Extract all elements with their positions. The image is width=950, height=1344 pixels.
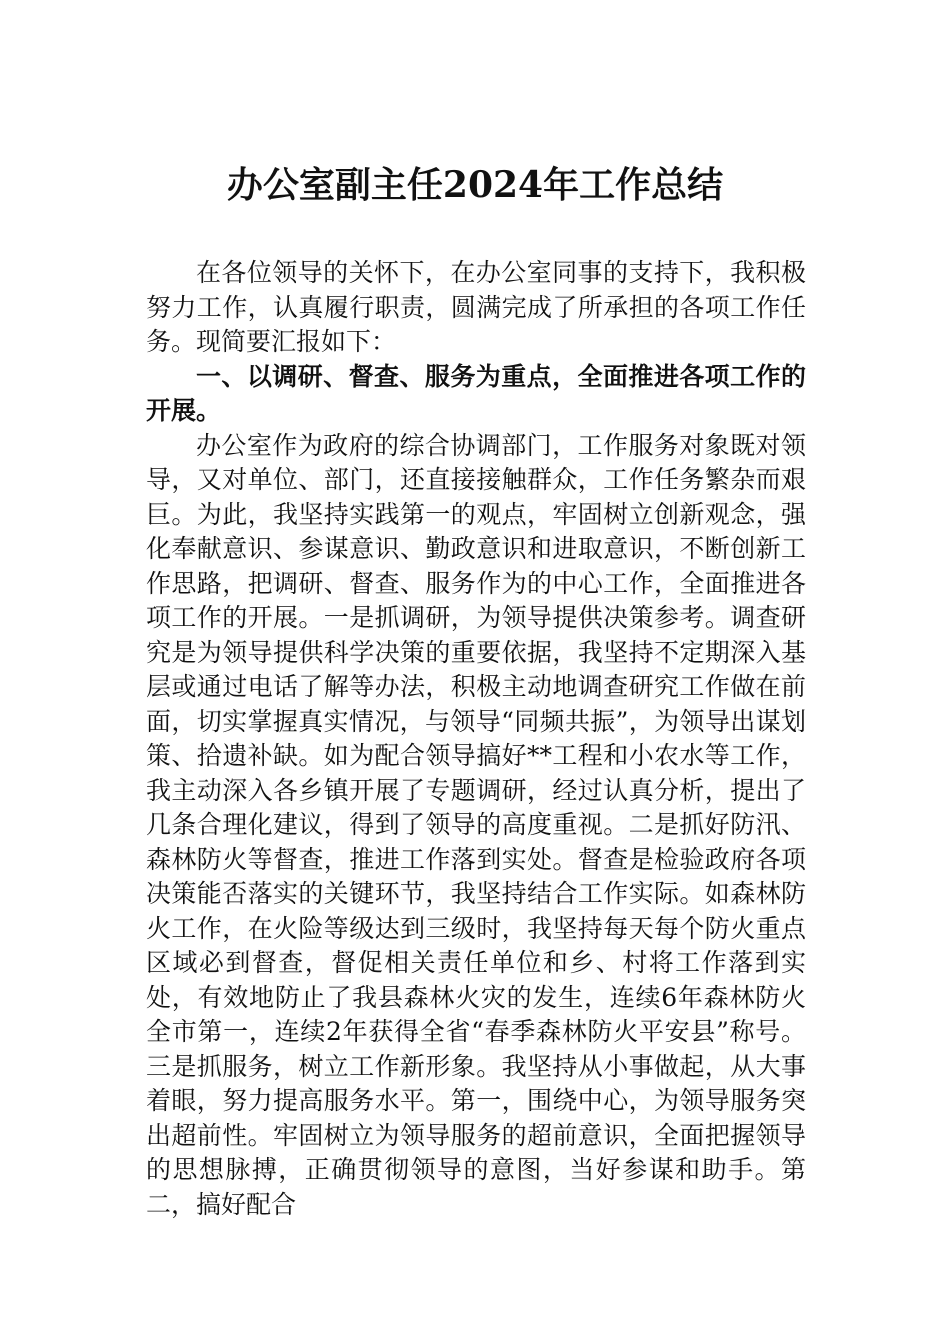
document-title: 办公室副主任2024年工作总结 bbox=[226, 164, 724, 206]
section-1-paragraph: 办公室作为政府的综合协调部门，工作服务对象既对领导，又对单位、部门，还直接接触群众，工作任务繁杂而艰巨。为此，我坚持实践第一的观点，牢固树立创新观念，强化奉献意识、参谋意识、勤政意识和进取意识，不断创新工作思路，把调研、督查、服务作为的中心工作，全面推进各项工作的开展。一是抓调研，为领导提供决策参考。调查研究是为领导提供科学决策的重要依据，我坚持不定期深入基层或通过电话了解等办法，积极主动地调查研究工作做在前面，切实掌握真实情况，与领导“同频共振”，为领导出谋划策、拾遗补缺。如为配合领导搞好**工程和小农水等工作，我主动深入各乡镇开展了专题调研，经过认真分析，提出了几条合理化建议，得到了领导的高度重视。二是抓好防汛、森林防火等督查，推进工作落到实处。督查是检验政府各项决策能否落实的关键环节，我坚持结合工作实际。如森林防火工作，在火险等级达到三级时，我坚持每天每个防火重点区域必到督查，督促相关责任单位和乡、村将工作落到实处，有效地防止了我县森林火灾的发生，连续6年森林防火全市第一，连续2年获得全省“春季森林防火平安县”称号。三是抓服务，树立工作新形象。我坚持从小事做起，从大事着眼，努力提高服务水平。第一，围绕中心，为领导服务突出超前性。牢固树立为领导服务的超前意识，全面把握领导的思想脉搏，正确贯彻领导的意图，当好参谋和助手。第二，搞好配合 bbox=[146, 430, 806, 1219]
section-heading-1: 一、以调研、督查、服务为重点，全面推进各项工作的开展。 bbox=[146, 361, 806, 425]
intro-paragraph: 在各位领导的关怀下，在办公室同事的支持下，我积极努力工作，认真履行职责，圆满完成了所承担的各项工作任务。现简要汇报如下： bbox=[146, 258, 806, 356]
document-body bbox=[146, 256, 806, 1222]
